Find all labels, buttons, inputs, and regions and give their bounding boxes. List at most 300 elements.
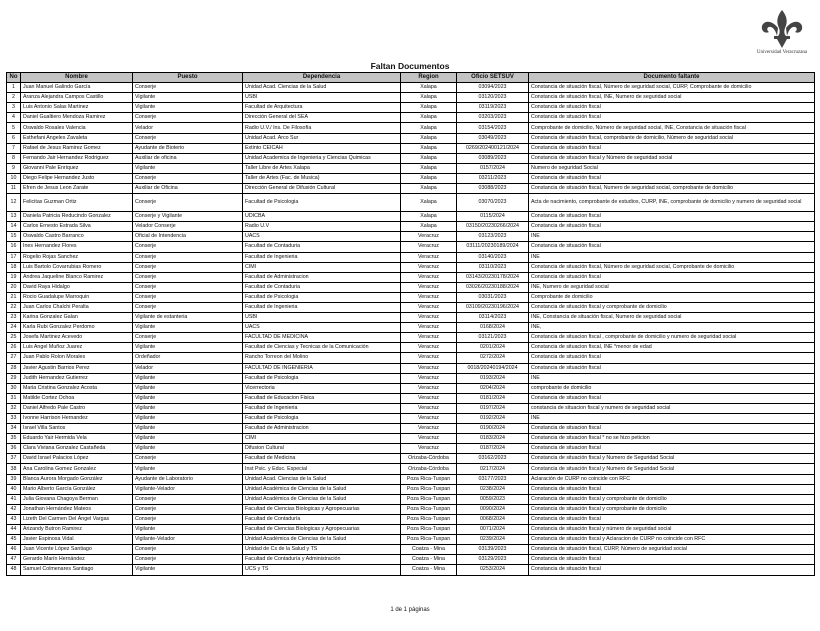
cell-region: Veracruz: [401, 262, 457, 272]
cell-puesto: Vigilante: [133, 525, 243, 535]
cell-documento: INE, Numero de seguridad social: [529, 282, 815, 292]
cell-dependencia: Unidad Acad. Arco Sur: [243, 133, 401, 143]
cell-region: Xalapa: [401, 83, 457, 93]
cell-no: 13: [7, 212, 21, 222]
cell-documento: Constancia de situación fiscal: [529, 143, 815, 153]
cell-puesto: Vigilante: [133, 103, 243, 113]
cell-dependencia: UDICBA: [243, 212, 401, 222]
cell-no: 6: [7, 133, 21, 143]
cell-documento: Constancia de situación fiscal: [529, 484, 815, 494]
cell-dependencia: Unidad Académica de Ciencias de la Salud: [243, 484, 401, 494]
cell-oficio: 03088/2023: [457, 184, 529, 194]
column-header-documento: Documento faltante: [529, 73, 815, 83]
cell-no: 16: [7, 242, 21, 252]
cell-puesto: Ayudante de Laboratorio: [133, 474, 243, 484]
cell-region: Veracruz: [401, 363, 457, 373]
cell-oficio: 0059/2023: [457, 494, 529, 504]
cell-region: Xalapa: [401, 123, 457, 133]
cell-nombre: Juan Vicente López Santiago: [21, 545, 133, 555]
cell-documento: Constancia de situación fiscal: [529, 173, 815, 183]
cell-puesto: Conserje: [133, 545, 243, 555]
cell-no: 35: [7, 434, 21, 444]
cell-no: 37: [7, 454, 21, 464]
cell-no: 20: [7, 282, 21, 292]
cell-no: 11: [7, 184, 21, 194]
cell-puesto: Conserje: [133, 113, 243, 123]
cell-nombre: David Israel Palacios López: [21, 454, 133, 464]
cell-nombre: Karla Rubi Gonzalez Perdomo: [21, 323, 133, 333]
cell-oficio: 03109/20230196/2024: [457, 302, 529, 312]
cell-puesto: Conserje: [133, 83, 243, 93]
table-row: [7, 514, 815, 524]
cell-no: 31: [7, 393, 21, 403]
cell-dependencia: Unidad Académica de Ciencias de la Salud: [243, 535, 401, 545]
cell-region: Veracruz: [401, 444, 457, 454]
cell-documento: INE, Constancia de situación fiscal, Numero de seguridad social: [529, 313, 815, 323]
cell-region: Xalapa: [401, 173, 457, 183]
cell-documento: Comprobante de domicilio: [529, 292, 815, 302]
cell-region: Orizaba-Córdoba: [401, 454, 457, 464]
cell-oficio: 03143/20230178/2024: [457, 272, 529, 282]
cell-region: Xalapa: [401, 153, 457, 163]
cell-documento: Constancia de situación fiscal: [529, 103, 815, 113]
cell-documento: Constancia de situación fiscal y comprobante de domicilio: [529, 504, 815, 514]
table-row: [7, 373, 815, 383]
cell-oficio: 0068/2024: [457, 514, 529, 524]
cell-oficio: 03031/2023: [457, 292, 529, 302]
cell-no: 1: [7, 83, 21, 93]
table-row: [7, 163, 815, 173]
cell-nombre: Juan Carlos Chalchi Peralta: [21, 302, 133, 312]
cell-dependencia: Facultad de Ciencias y Tecnicas de la Comunicación: [243, 343, 401, 353]
cell-dependencia: Unidad Acad. Ciencias de la Salud: [243, 474, 401, 484]
cell-region: Xalapa: [401, 184, 457, 194]
cell-nombre: Daniel Gualtiero Mendoza Ramirez: [21, 113, 133, 123]
cell-documento: constancia de situacion fiscal y numero de seguridad social: [529, 403, 815, 413]
cell-nombre: Maria Cristina Gonzalez Acosta: [21, 383, 133, 393]
table-row: [7, 123, 815, 133]
table-row: [7, 232, 815, 242]
cell-no: 42: [7, 504, 21, 514]
cell-no: 32: [7, 403, 21, 413]
cell-oficio: 0197/2024: [457, 403, 529, 413]
cell-dependencia: FACULTAD DE MEDICINA: [243, 333, 401, 343]
cell-dependencia: Radio U.V: [243, 222, 401, 232]
cell-documento: Constancia de situacion fiscal: [529, 212, 815, 222]
cell-region: Xalapa: [401, 103, 457, 113]
cell-no: 5: [7, 123, 21, 133]
cell-region: Poza Rica-Tuxpan: [401, 484, 457, 494]
table-row: [7, 252, 815, 262]
table-row: [7, 103, 815, 113]
cell-nombre: Andrea Jaqueline Blanco Ramirez: [21, 272, 133, 282]
cell-dependencia: Taller Libre de Artes Xalapa: [243, 163, 401, 173]
cell-nombre: Lizeth Del Carmen Del Ángel Vargas: [21, 514, 133, 524]
cell-documento: Constancia de situación fiscal: [529, 565, 815, 575]
cell-dependencia: Facultad de Administracion: [243, 272, 401, 282]
cell-region: Veracruz: [401, 323, 457, 333]
cell-documento: Comprobante de domicilio, Número de seguridad social, INE, Constancia de situación fiscal: [529, 123, 815, 133]
cell-nombre: Ines Hernandez Flores: [21, 242, 133, 252]
cell-dependencia: Taller de Artes (Fac. de Musica): [243, 173, 401, 183]
cell-oficio: 0193/2024: [457, 373, 529, 383]
cell-no: 12: [7, 194, 21, 212]
cell-dependencia: Dirección General del SEA: [243, 113, 401, 123]
cell-documento: Acta de nacimiento, comprobante de estudios, CURP, INE, comprobante de domicilio y numero de seguridad social: [529, 194, 815, 212]
cell-nombre: Oswaldo Rosales Valencia: [21, 123, 133, 133]
cell-nombre: Rogelio Rojas Sanchez: [21, 252, 133, 262]
cell-puesto: Oficial de Intendencia: [133, 232, 243, 242]
table-row: [7, 424, 815, 434]
cell-no: 30: [7, 383, 21, 393]
cell-region: Veracruz: [401, 313, 457, 323]
page-counter: 1 de 1 páginas: [390, 607, 430, 613]
cell-puesto: Conserje: [133, 292, 243, 302]
cell-nombre: Josefa Martinez Acevedo: [21, 333, 133, 343]
cell-oficio: 0183/2024: [457, 434, 529, 444]
page-title: Faltan Documentos: [370, 61, 450, 71]
table-row: [7, 83, 815, 93]
cell-dependencia: Facultad de Psicologia: [243, 194, 401, 212]
cell-nombre: Mario Alberto García González: [21, 484, 133, 494]
cell-oficio: 0157/2024: [457, 163, 529, 173]
table-row: [7, 323, 815, 333]
cell-dependencia: Rancho Torreon del Molino: [243, 353, 401, 363]
cell-no: 29: [7, 373, 21, 383]
cell-documento: Constancia de situación fiscal: [529, 222, 815, 232]
cell-nombre: Juan Pablo Rolon Morales: [21, 353, 133, 363]
cell-region: Veracruz: [401, 242, 457, 252]
cell-region: Veracruz: [401, 343, 457, 353]
cell-puesto: Conserje y Vigilante: [133, 212, 243, 222]
column-header-oficio: Oficio SETSUV: [457, 73, 529, 83]
table-row: [7, 133, 815, 143]
table-row: [7, 184, 815, 194]
cell-oficio: 0238/2024: [457, 484, 529, 494]
cell-oficio: 0115/2024: [457, 212, 529, 222]
cell-dependencia: Facultad de Ingenieria: [243, 302, 401, 312]
cell-nombre: Luis Antonio Salas Martinez: [21, 103, 133, 113]
cell-documento: Constancia de situacion fiscal * no se hizo peticion: [529, 434, 815, 444]
cell-dependencia: FACULTAD DE INGENIERIA: [243, 363, 401, 373]
cell-nombre: Ana Carolina Gomez Gonzalez: [21, 464, 133, 474]
cell-puesto: Vigilante: [133, 424, 243, 434]
cell-puesto: Vigilante: [133, 373, 243, 383]
cell-documento: Constancia de situacion fiscal , comprobante de domicilio y numero de seguridad social: [529, 333, 815, 343]
cell-no: 8: [7, 153, 21, 163]
cell-no: 10: [7, 173, 21, 183]
cell-dependencia: CIMI: [243, 434, 401, 444]
cell-documento: Constancia de situación fiscal, Numero de seguridad social, comprobante de domicilio: [529, 184, 815, 194]
cell-dependencia: Facultad de Psicologia: [243, 292, 401, 302]
cell-region: Veracruz: [401, 272, 457, 282]
cell-nombre: Luis Bartolo Covarrubias Romero: [21, 262, 133, 272]
table-row: [7, 525, 815, 535]
cell-nombre: Fernando Jair Hernandez Rodriguez: [21, 153, 133, 163]
cell-region: Veracruz: [401, 434, 457, 444]
cell-dependencia: CIMI: [243, 262, 401, 272]
cell-oficio: 03094/2023: [457, 83, 529, 93]
cell-no: 9: [7, 163, 21, 173]
cell-puesto: Vigilante: [133, 163, 243, 173]
cell-nombre: Luis Angel Muñoz Juarez: [21, 343, 133, 353]
table-row: [7, 93, 815, 103]
cell-region: Poza Rica-Tuxpan: [401, 504, 457, 514]
cell-nombre: Arizandy Butron Ramirez: [21, 525, 133, 535]
cell-dependencia: UACS: [243, 323, 401, 333]
cell-puesto: Vigilante: [133, 403, 243, 413]
cell-oficio: 03119/2023: [457, 103, 529, 113]
cell-puesto: Vigilante: [133, 93, 243, 103]
cell-nombre: Blanca Aurora Morgado González: [21, 474, 133, 484]
cell-oficio: 03120/2023: [457, 93, 529, 103]
cell-puesto: Conserje: [133, 333, 243, 343]
table-row: [7, 212, 815, 222]
cell-puesto: Conserje: [133, 454, 243, 464]
table-row: [7, 113, 815, 123]
table-row: [7, 383, 815, 393]
cell-dependencia: Facultad de Ciencias Biologicas y Agropecuarias: [243, 504, 401, 514]
cell-nombre: Karina Gonzalez Galan: [21, 313, 133, 323]
table-row: [7, 292, 815, 302]
cell-oficio: 03110/2023: [457, 262, 529, 272]
table-row: [7, 403, 815, 413]
cell-puesto: Conserje: [133, 555, 243, 565]
cell-puesto: Vigilante: [133, 565, 243, 575]
table-row: [7, 504, 815, 514]
cell-oficio: 0217/2024: [457, 464, 529, 474]
cell-oficio: 03177/2023: [457, 474, 529, 484]
cell-no: 45: [7, 535, 21, 545]
cell-nombre: Efren de Jesus Leon Zarate: [21, 184, 133, 194]
cell-no: 26: [7, 343, 21, 353]
cell-no: 40: [7, 484, 21, 494]
cell-puesto: Vigilante: [133, 464, 243, 474]
cell-puesto: Conserje: [133, 504, 243, 514]
cell-nombre: Daniela Patricia Reducindo Gonzalez: [21, 212, 133, 222]
cell-oficio: 0071/2024: [457, 525, 529, 535]
cell-oficio: 0201/2024: [457, 343, 529, 353]
cell-nombre: Clara Viviana Gonzalez Castañeda: [21, 444, 133, 454]
cell-nombre: Esthefani Angeles Zavaleta: [21, 133, 133, 143]
cell-no: 46: [7, 545, 21, 555]
cell-dependencia: Facultad de Educacion Fisica: [243, 393, 401, 403]
cell-documento: INE,: [529, 323, 815, 333]
cell-puesto: Conserje: [133, 514, 243, 524]
table-row: [7, 222, 815, 232]
table-row: [7, 153, 815, 163]
cell-region: Veracruz: [401, 373, 457, 383]
table-row: [7, 333, 815, 343]
cell-dependencia: Facultad de Contaduria: [243, 242, 401, 252]
cell-dependencia: Unidad Academica de Ingenieria y Ciencias Quimicas: [243, 153, 401, 163]
cell-nombre: Judith Hernandez Gutierrez: [21, 373, 133, 383]
cell-nombre: Diego Felipe Hernandez Justo: [21, 173, 133, 183]
cell-oficio: 0272/2024: [457, 353, 529, 363]
cell-nombre: Oswaldo Castro Barranco: [21, 232, 133, 242]
cell-nombre: Samuel Colmenares Santiago: [21, 565, 133, 575]
cell-region: Coatza - Mina: [401, 565, 457, 575]
cell-puesto: Conserje: [133, 194, 243, 212]
cell-puesto: Vigilante: [133, 434, 243, 444]
cell-no: 27: [7, 353, 21, 363]
cell-documento: Constancia de situacion fiscal y Número de seguridad social: [529, 153, 815, 163]
cell-nombre: Daniel Alfredo Pale Castro: [21, 403, 133, 413]
cell-oficio: 0187/2024: [457, 444, 529, 454]
column-header-puesto: Puesto: [133, 73, 243, 83]
cell-puesto: Velador: [133, 123, 243, 133]
table-row: [7, 444, 815, 454]
cell-region: Veracruz: [401, 252, 457, 262]
cell-dependencia: Facultad de Arquitectura: [243, 103, 401, 113]
cell-no: 34: [7, 424, 21, 434]
cell-oficio: 0168/2024: [457, 323, 529, 333]
cell-oficio: 0181/2024: [457, 393, 529, 403]
cell-no: 33: [7, 414, 21, 424]
cell-nombre: Rafael de Jesus Ramirez Gomez: [21, 143, 133, 153]
cell-documento: Constancia de situación fiscal: [529, 353, 815, 363]
cell-no: 28: [7, 363, 21, 373]
cell-puesto: Vigilante: [133, 414, 243, 424]
cell-documento: Constancia de situación fiscal y Numero de Seguridad Social: [529, 454, 815, 464]
table-row: [7, 272, 815, 282]
cell-region: Veracruz: [401, 383, 457, 393]
cell-region: Veracruz: [401, 282, 457, 292]
table-row: [7, 555, 815, 565]
cell-dependencia: Dirección General de Difusión Cultural: [243, 184, 401, 194]
cell-documento: INE: [529, 414, 815, 424]
cell-puesto: Vigilante: [133, 444, 243, 454]
cell-no: 7: [7, 143, 21, 153]
cell-documento: Constancia de situación fiscal: [529, 113, 815, 123]
cell-documento: Constancia de situacion fiscal: [529, 424, 815, 434]
cell-dependencia: Facultad de Ingenieria: [243, 403, 401, 413]
table-row: [7, 434, 815, 444]
cell-nombre: Ivonne Harrison Hernandez: [21, 414, 133, 424]
cell-documento: Constancia de situacion fiscal, INE *menor de edad: [529, 343, 815, 353]
cell-documento: Numero de seguridad Social: [529, 163, 815, 173]
cell-documento: INE: [529, 232, 815, 242]
cell-dependencia: Facultad de Ingenieria: [243, 252, 401, 262]
cell-dependencia: Unidad de Cs de la Salud y TS: [243, 545, 401, 555]
cell-oficio: 0192/2024: [457, 414, 529, 424]
cell-oficio: 03150/20230266/2024: [457, 222, 529, 232]
cell-dependencia: Facultad de Ciencias Biologicas y Agropecuarias: [243, 525, 401, 535]
cell-dependencia: USBI: [243, 93, 401, 103]
cell-puesto: Vigilante: [133, 323, 243, 333]
cell-documento: Constancia de situación fiscal y comprobante de domicilio: [529, 302, 815, 312]
table-row: [7, 474, 815, 484]
cell-region: Xalapa: [401, 163, 457, 173]
table-row: [7, 363, 815, 373]
cell-dependencia: USBI: [243, 313, 401, 323]
cell-no: 2: [7, 93, 21, 103]
cell-dependencia: Facultad de Contaduría y Administración: [243, 555, 401, 565]
cell-puesto: Conserje: [133, 282, 243, 292]
cell-no: 48: [7, 565, 21, 575]
cell-puesto: Auxiliar de Oficina: [133, 184, 243, 194]
cell-documento: Constancia de situación fiscal y comprobante de domicilio: [529, 494, 815, 504]
cell-region: Veracruz: [401, 403, 457, 413]
cell-dependencia: Unidad Acad. Ciencias de la Salud: [243, 83, 401, 93]
cell-region: Coatza - Mina: [401, 545, 457, 555]
cell-nombre: Jonathan Hernández Mateos: [21, 504, 133, 514]
cell-oficio: 03203/2023: [457, 113, 529, 123]
cell-puesto: Conserje: [133, 173, 243, 183]
university-logo: [752, 8, 812, 60]
cell-puesto: Velador Conserje: [133, 222, 243, 232]
cell-region: Xalapa: [401, 212, 457, 222]
table-row: [7, 173, 815, 183]
cell-dependencia: UCS y TS: [243, 565, 401, 575]
missing-documents-table: [6, 72, 815, 576]
cell-dependencia: Facultad de Contaduría: [243, 514, 401, 524]
cell-region: Veracruz: [401, 353, 457, 363]
cell-no: 44: [7, 525, 21, 535]
cell-region: Poza Rica-Tuxpan: [401, 535, 457, 545]
cell-no: 23: [7, 313, 21, 323]
cell-no: 4: [7, 113, 21, 123]
cell-nombre: Matilde Cortez Ochoa: [21, 393, 133, 403]
cell-documento: Constancia de situación fiscal y Aclaracion de CURP no coincide con RFC: [529, 535, 815, 545]
cell-oficio: 03123/2023: [457, 232, 529, 242]
cell-oficio: 03089/2023: [457, 153, 529, 163]
cell-nombre: Rocio Guadalupe Marroquin: [21, 292, 133, 302]
cell-nombre: Juan Manuel Galindo García: [21, 83, 133, 93]
cell-no: 47: [7, 555, 21, 565]
cell-documento: Constancia de situación fiscal: [529, 242, 815, 252]
cell-no: 41: [7, 494, 21, 504]
flor-de-lis-logo-icon: [752, 8, 812, 50]
cell-dependencia: Extinto CEICAH: [243, 143, 401, 153]
cell-oficio: 03162/2023: [457, 454, 529, 464]
cell-region: Veracruz: [401, 393, 457, 403]
table-row: [7, 343, 815, 353]
cell-documento: Constancia de situación fiscal y Numero de Seguridad Social: [529, 464, 815, 474]
column-header-region: Region: [401, 73, 457, 83]
cell-puesto: Vigilante-Velador: [133, 535, 243, 545]
cell-region: Poza Rica-Tuxpan: [401, 494, 457, 504]
table-row: [7, 414, 815, 424]
cell-documento: Constancia de situación fiscal, Número de seguridad social, CURP, Comprobante de domicilio: [529, 83, 815, 93]
cell-nombre: Julia Giovana Chagoya Berman: [21, 494, 133, 504]
cell-region: Veracruz: [401, 333, 457, 343]
cell-puesto: Vigilante de estanteria: [133, 313, 243, 323]
cell-oficio: 0018/20240194/2024: [457, 363, 529, 373]
cell-puesto: Ayudante de Bioterio: [133, 143, 243, 153]
cell-oficio: 03070/2023: [457, 194, 529, 212]
cell-puesto: Conserje: [133, 252, 243, 262]
cell-nombre: Eduardo Yair Hermida Vela: [21, 434, 133, 444]
table-row: [7, 194, 815, 212]
cell-puesto: Vigilante: [133, 393, 243, 403]
cell-puesto: Conserje: [133, 302, 243, 312]
table-row: [7, 143, 815, 153]
column-header-nombre: Nombre: [21, 73, 133, 83]
cell-region: Xalapa: [401, 93, 457, 103]
cell-no: 18: [7, 262, 21, 272]
cell-oficio: 03140/2023: [457, 252, 529, 262]
table-row: [7, 262, 815, 272]
cell-oficio: 0090/2024: [457, 504, 529, 514]
cell-nombre: Carlos Ernesto Estrada Silva: [21, 222, 133, 232]
cell-dependencia: Facultad de Psicologia: [243, 414, 401, 424]
table-row: [7, 545, 815, 555]
cell-puesto: Conserje: [133, 494, 243, 504]
cell-oficio: 03049/2023: [457, 133, 529, 143]
cell-region: Coatza - Mina: [401, 555, 457, 565]
cell-region: Orizaba-Córdoba: [401, 464, 457, 474]
